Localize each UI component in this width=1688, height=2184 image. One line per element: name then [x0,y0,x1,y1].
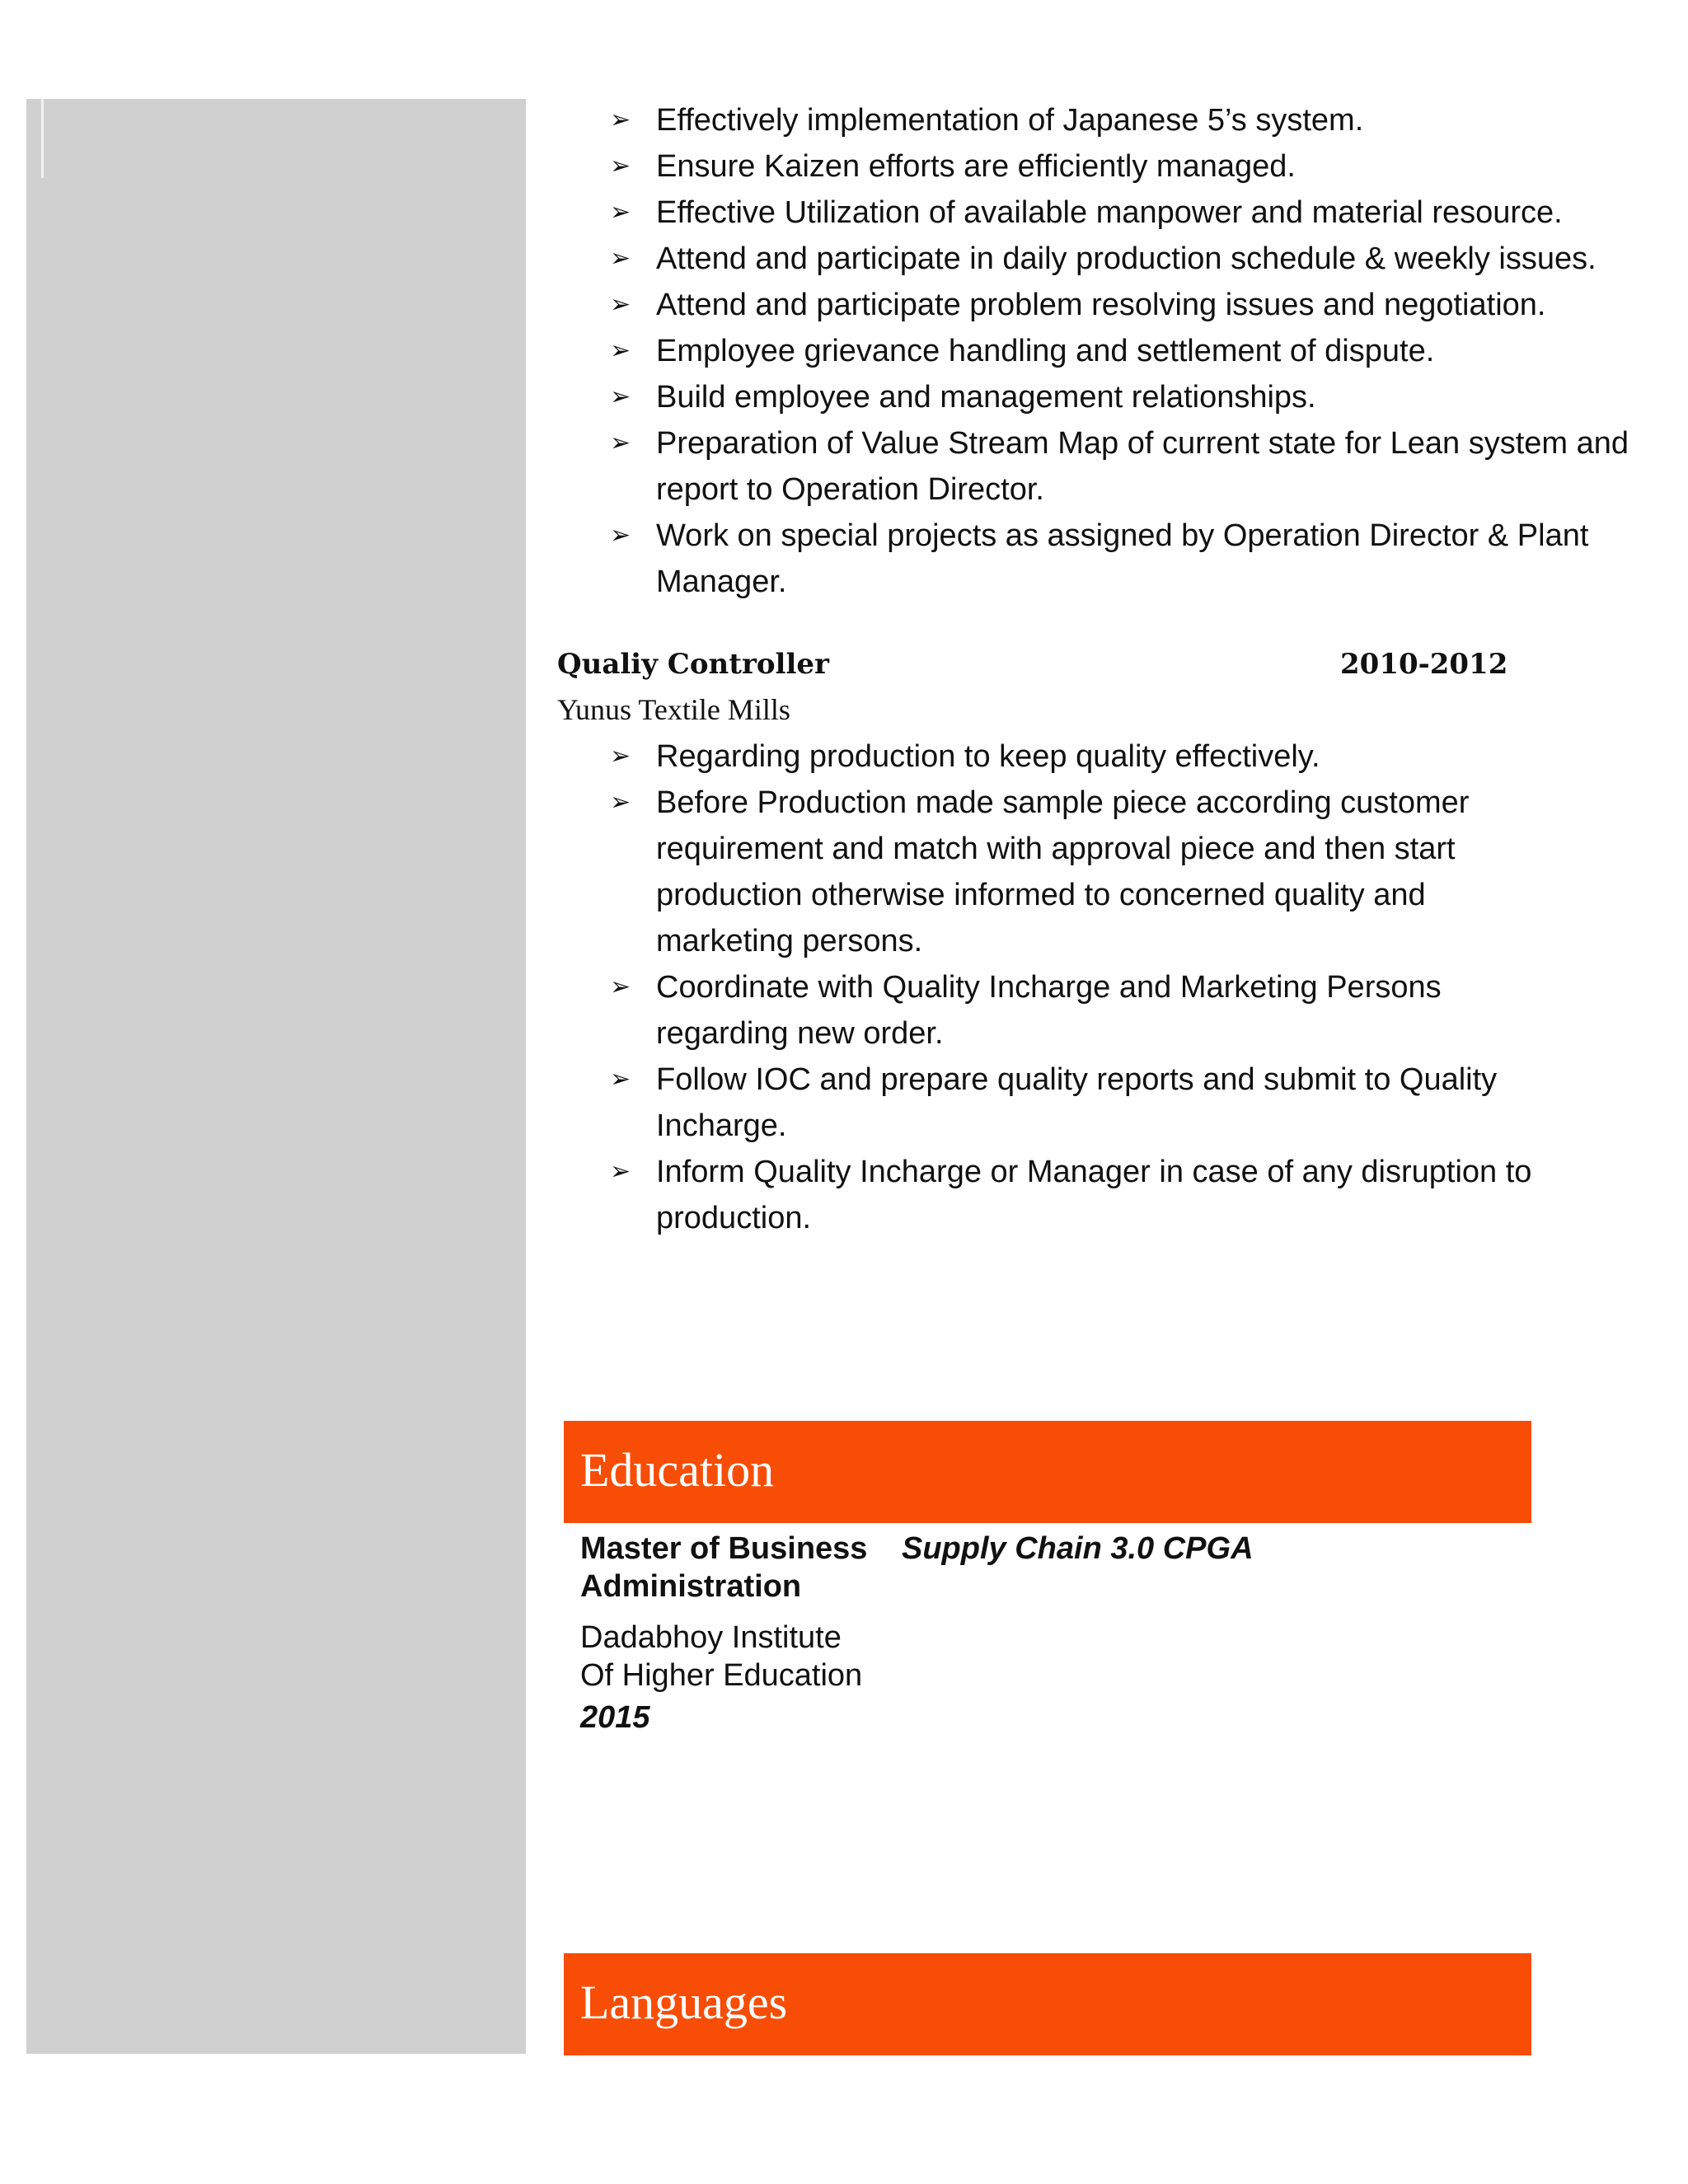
sidebar-divider [41,99,44,178]
list-item [557,733,1563,780]
education-header [564,1421,1531,1523]
education-school: Dadabhoy Institute Of Higher Education [580,1620,863,1693]
arrow-bullet-icon: ➢ [610,336,631,365]
arrow-bullet-icon: ➢ [610,788,631,817]
bullet-text: Effective Utilization of available manpower and material resource. [656,195,1563,230]
bullet-text: Ensure Kaizen efforts are efficiently managed. [656,149,1296,184]
list-item [557,1057,1563,1149]
list-item [557,513,1688,605]
job-years: 2010-2012 [1340,648,1508,681]
arrow-bullet-icon: ➢ [610,1157,631,1186]
bullet-text: Effectively implementation of Japanese 5’s system. [656,103,1364,138]
section-title: Languages [580,1975,788,2029]
arrow-bullet-icon: ➢ [610,429,631,457]
arrow-bullet-icon: ➢ [610,105,631,134]
list-item [557,328,1688,374]
job-bullet-list [557,733,1563,1241]
bullet-text: Before Production made sample piece according customer requirement and match with approval piece and then start production otherwise informed to concerned quality and marketing persons. [656,785,1470,958]
list-item [557,143,1688,190]
education-degree: Master of Business Administration [580,1531,868,1604]
job-company: Yunus Textile Mills [557,693,790,726]
arrow-bullet-icon: ➢ [610,290,631,319]
bullet-text: Work on special projects as assigned by Operation Director & Plant Manager. [656,518,1589,599]
list-item [557,1149,1563,1241]
list-item [557,282,1688,328]
arrow-bullet-icon: ➢ [610,152,631,180]
education-result: Supply Chain 3.0 CPGA [902,1531,1254,1566]
education-entry [580,1530,877,1741]
bullet-text: Attend and participate in daily production schedule & weekly issues. [656,241,1597,276]
bullet-text: Coordinate with Quality Incharge and Marketing Persons regarding new order. [656,970,1442,1051]
section-title: Education [580,1443,775,1497]
arrow-bullet-icon: ➢ [610,382,631,411]
list-item [557,420,1688,513]
list-item [557,236,1688,282]
arrow-bullet-icon: ➢ [610,1065,631,1094]
experience-bullet-list [557,97,1688,605]
bullet-text: Follow IOC and prepare quality reports and submit to Quality Incharge. [656,1062,1498,1143]
list-item [557,964,1563,1057]
arrow-bullet-icon: ➢ [610,742,631,771]
arrow-bullet-icon: ➢ [610,244,631,273]
languages-header [564,1953,1531,2055]
bullet-text: Inform Quality Incharge or Manager in case of any disruption to production. [656,1155,1532,1235]
bullet-text: Preparation of Value Stream Map of current state for Lean system and report to Operation Director. [656,426,1629,507]
arrow-bullet-icon: ➢ [610,521,631,550]
arrow-bullet-icon: ➢ [610,972,631,1001]
list-item [557,374,1688,420]
bullet-text: Attend and participate problem resolving issues and negotiation. [656,288,1546,322]
list-item [557,190,1688,236]
job-title: Qualiy Controller [557,648,829,681]
list-item [557,780,1563,964]
education-year: 2015 [580,1700,650,1735]
bullet-text: Regarding production to keep quality effectively. [656,739,1320,774]
sidebar-panel [26,99,526,2054]
bullet-text: Employee grievance handling and settlement of dispute. [656,334,1435,368]
arrow-bullet-icon: ➢ [610,198,631,227]
bullet-text: Build employee and management relationships. [656,380,1316,415]
list-item [557,97,1688,143]
